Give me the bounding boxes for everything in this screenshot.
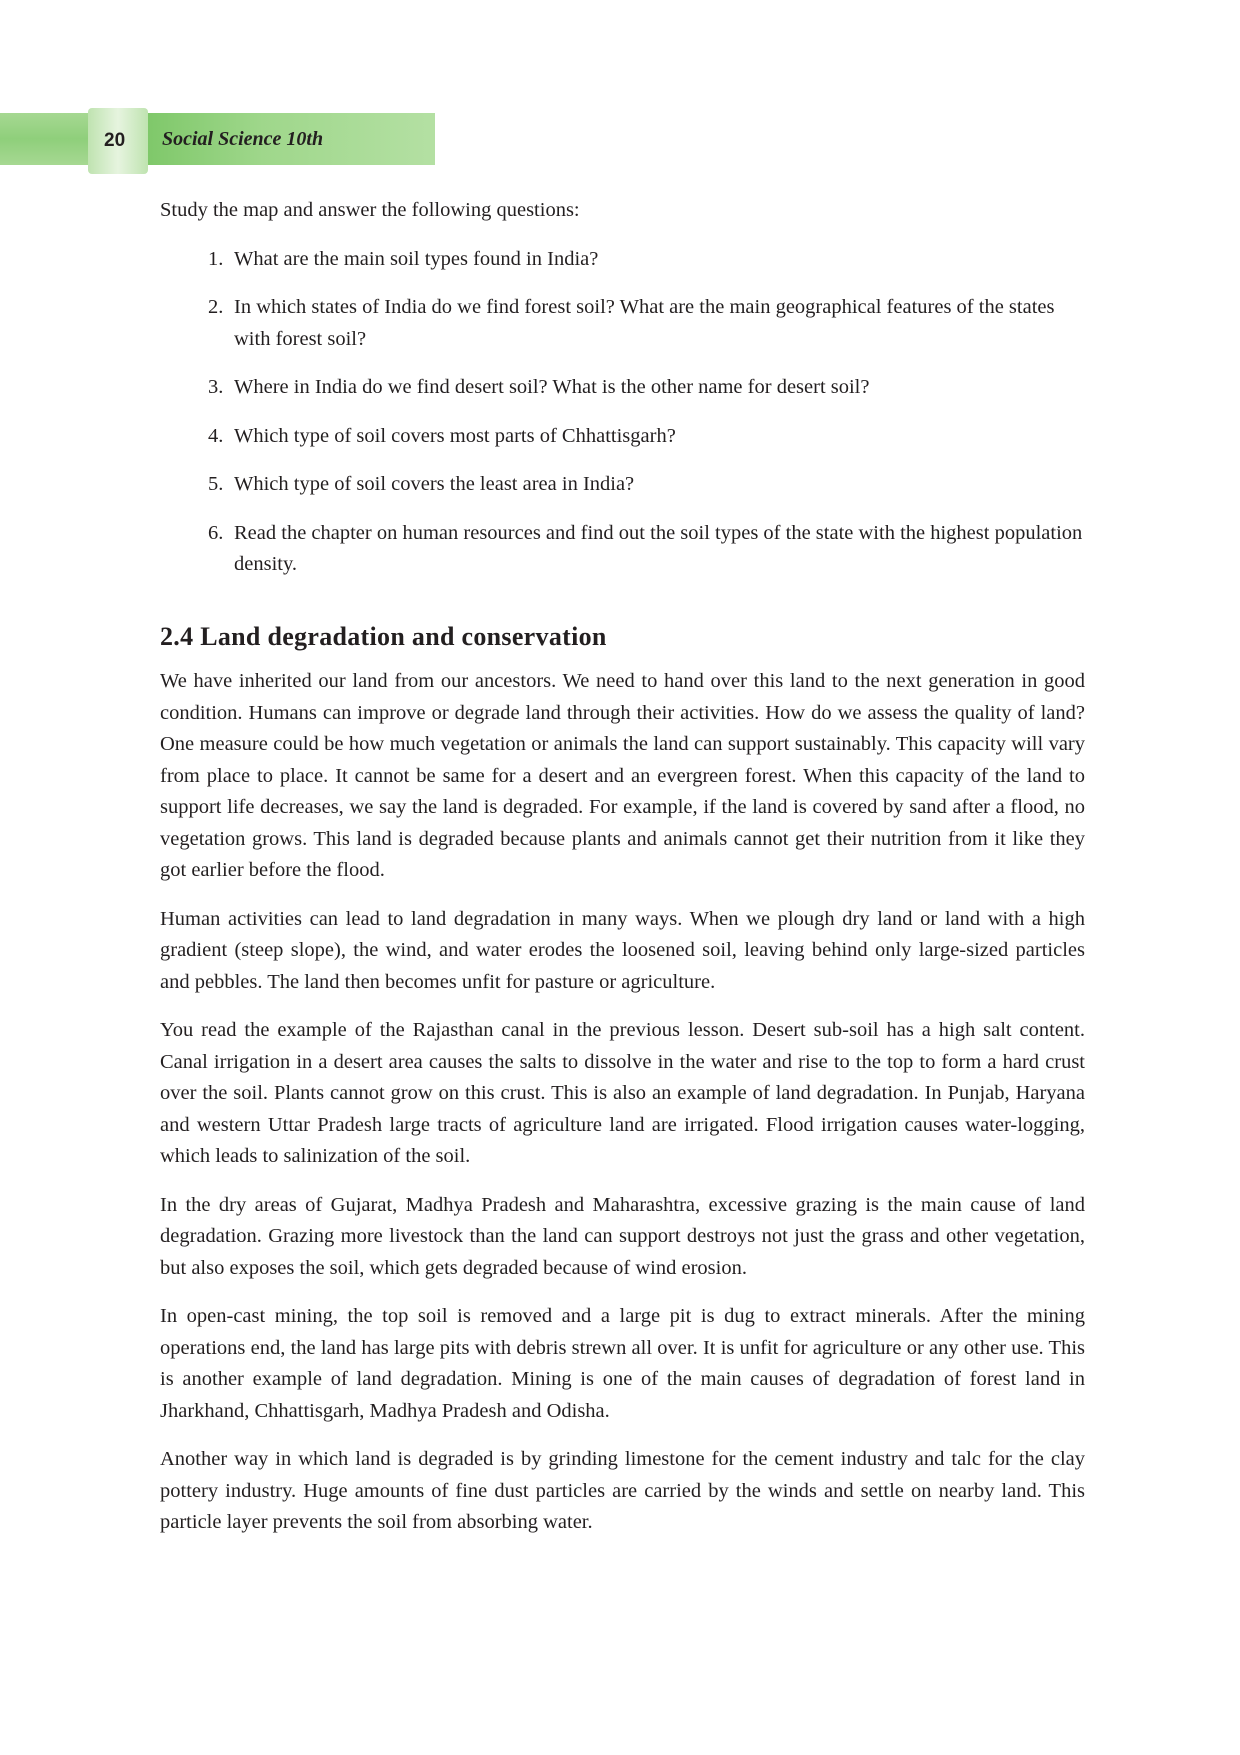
- body-paragraph: Human activities can lead to land degradation in many ways. When we plough dry land or land with a high gradient (steep slope), the wind, and water erodes the loosened soil, leaving behind only large-sized particles and pebbles. The land then becomes unfit for pasture or agriculture.: [160, 907, 1085, 993]
- question-number: 1.: [208, 247, 224, 270]
- section-heading: 2.4 Land degradation and conservation: [160, 621, 607, 651]
- question-text: In which states of India do we find forest soil? What are the main geographical features of the states with forest soil?: [234, 296, 1055, 350]
- body-paragraph: We have inherited our land from our ancestors. We need to hand over this land to the next generation in good condition. Humans can improve or degrade land through their activities. How do we assess the quality of land? One measure could be how much vegetation or animals the land can support sustainably. This capacity will vary from place to place. It cannot be same for a desert and an evergreen forest. When this capacity of the land to support life decreases, we say the land is degraded. For example, if the land is covered by sand after a flood, no vegetation grows. This land is degraded because plants and animals cannot get their nutrition from it like they got earlier before the flood.: [160, 670, 1085, 881]
- question-item: [208, 421, 1085, 453]
- question-text: Read the chapter on human resources and find out the soil types of the state with the highest population density.: [234, 521, 1083, 575]
- question-list: [160, 244, 1085, 581]
- question-number: 5.: [208, 473, 224, 495]
- question-item: [208, 244, 1085, 276]
- book-title: Social Science 10th: [162, 128, 324, 150]
- question-item: [208, 292, 1085, 355]
- questions-intro: Study the map and answer the following questions:: [160, 199, 580, 221]
- question-number: 6.: [208, 521, 224, 544]
- page-number: 20: [104, 130, 126, 151]
- body-paragraph: In the dry areas of Gujarat, Madhya Pradesh and Maharashtra, excessive grazing is the main cause of land degradation. Grazing more livestock than the land can support destroys not just the grass and other vegetation, but also exposes the soil, which gets degraded because of wind erosion.: [160, 1193, 1085, 1279]
- question-item: [208, 518, 1085, 581]
- question-number: 2.: [208, 296, 224, 318]
- question-text: Which type of soil covers most parts of Chhattisgarh?: [234, 424, 676, 447]
- question-text: What are the main soil types found in India?: [234, 247, 599, 270]
- page-content: [160, 195, 1085, 1556]
- question-text: Which type of soil covers the least area in India?: [234, 473, 635, 495]
- question-text: Where in India do we find desert soil? What is the other name for desert soil?: [234, 376, 870, 398]
- body-paragraph: You read the example of the Rajasthan canal in the previous lesson. Desert sub-soil has a high salt content. Canal irrigation in a desert area causes the salts to dissolve in the water and rise to the top to form a hard crust over the soil. Plants cannot grow on this crust. This is also an example of land degradation. In Punjab, Haryana and western Uttar Pradesh large tracts of agriculture land are irrigated. Flood irrigation causes water-logging, which leads to salinization of the soil.: [160, 1019, 1085, 1167]
- question-number: 3.: [208, 376, 224, 398]
- body-paragraph: In open-cast mining, the top soil is removed and a large pit is dug to extract minerals. After the mining operations end, the land has large pits with debris strewn all over. It is unfit for agriculture or any other use. This is another example of land degradation. Mining is one of the main causes of degradation of forest land in Jharkhand, Chhattisgarh, Madhya Pradesh and Odisha.: [160, 1305, 1085, 1422]
- body-paragraph: Another way in which land is degraded is by grinding limestone for the cement industry and talc for the clay pottery industry. Huge amounts of fine dust particles are carried by the winds and settle on nearby land. This particle layer prevents the soil from absorbing water.: [160, 1448, 1085, 1533]
- question-item: [208, 372, 1085, 404]
- question-item: [208, 469, 1085, 501]
- question-number: 4.: [208, 424, 224, 447]
